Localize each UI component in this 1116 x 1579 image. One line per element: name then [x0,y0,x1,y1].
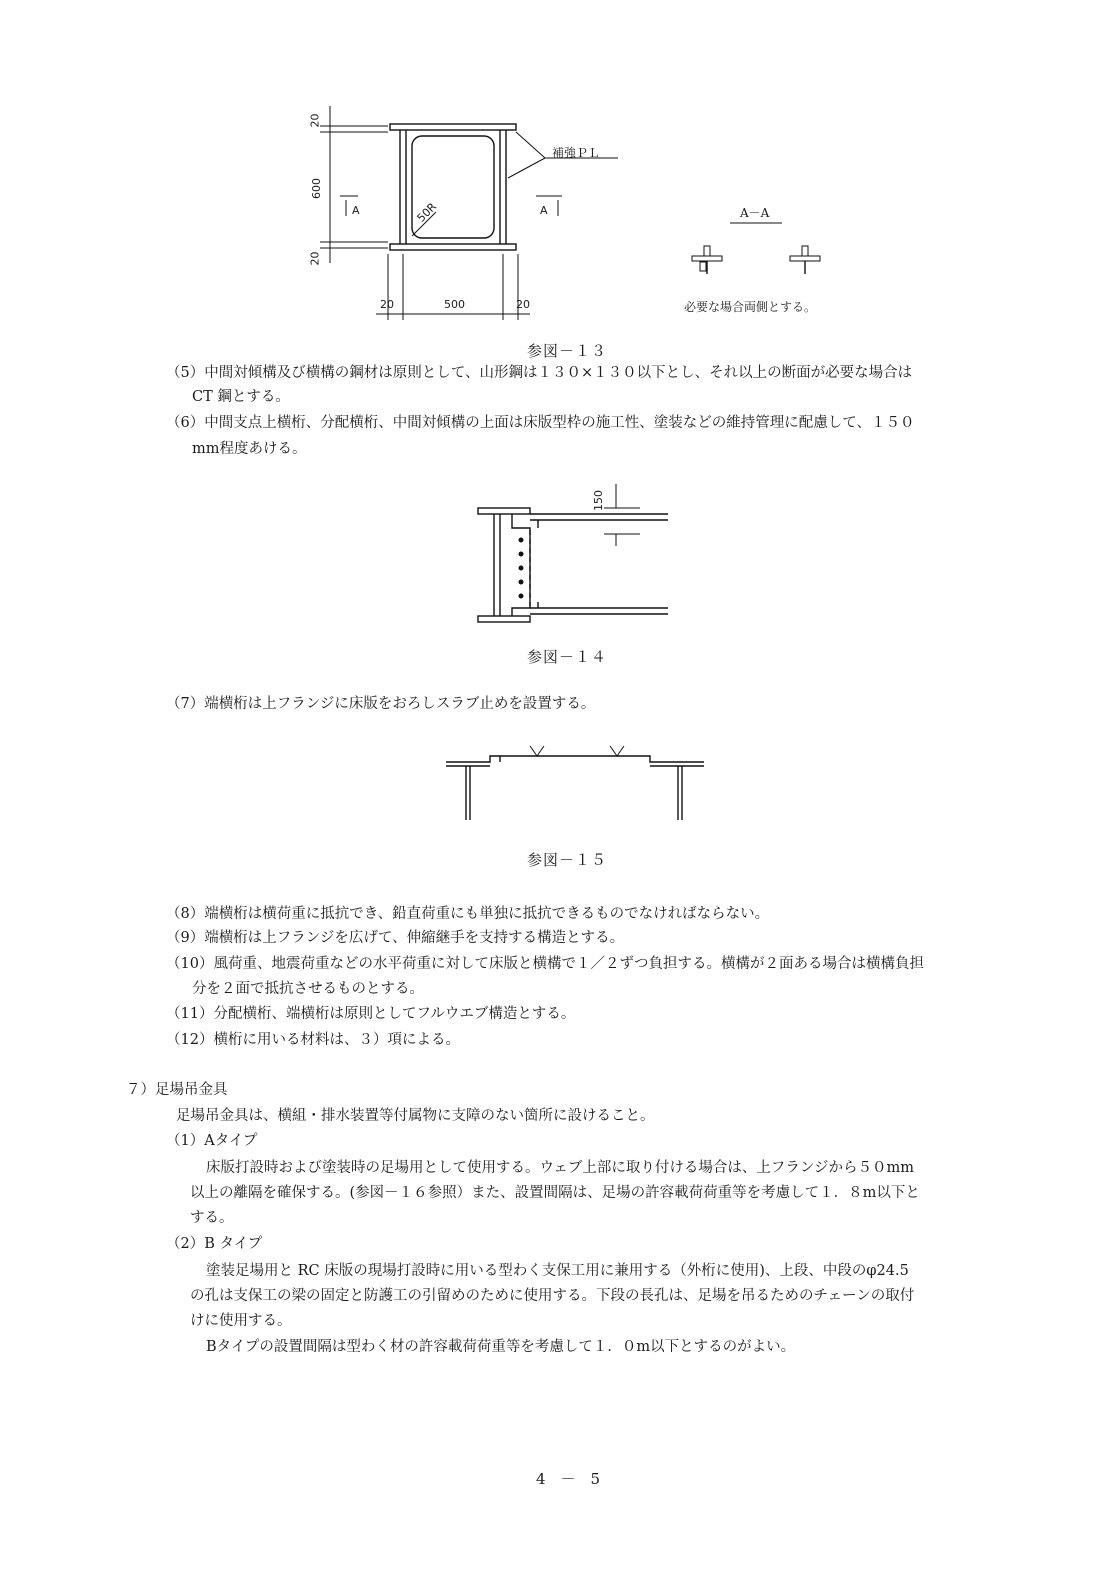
item-12-text: 横桁に用いる材料は、３）項による。 [213,1032,460,1048]
item-12 [166,1028,460,1052]
item-5-cont: CT 鋼とする。 [192,389,290,405]
dim-20-top-label: 20 [308,113,322,128]
page-number: 4 － 5 [536,1470,601,1488]
dim-20-left-label: 20 [380,298,394,311]
type-a-title: （1）Aタイプ [166,1133,258,1149]
item-9 [166,926,624,950]
figure-15-caption: 参図－１５ [527,851,608,869]
item-5-number: （5） [166,365,205,381]
item-7-text: 端横桁は上フランジに床版をおろしスラブ止めを設置する。 [204,696,596,712]
item-6 [166,411,914,435]
section-aa-label: A－A [740,206,770,220]
type-b-title: （2）B タイプ [166,1236,263,1252]
item-11-text: 分配横桁、端横桁は原則としてフルウエブ構造とする。 [213,1006,576,1022]
item-7 [166,692,595,716]
type-a-line-2: 以上の離隔を確保する。(参図－１６参照）また、設置間隔は、足場の許容載荷荷重等を考慮して１．８m以下と [190,1185,920,1201]
item-9-number: （9） [166,930,205,946]
figure-14-caption: 参図－１４ [527,648,608,666]
section-marker-right: A [540,204,548,217]
item-6-cont: mm程度あける。 [192,441,307,457]
figure-14-drawing [470,478,700,634]
item-12-number: （12） [166,1032,214,1048]
figure-13-caption: 参図－１３ [527,342,608,360]
reinforce-plate-label: 補強ＰＬ [552,146,601,160]
dim-20-bottom-label: 20 [308,251,322,266]
item-11-number: （11） [166,1006,214,1022]
type-a-line-1: 床版打設時および塗装時の足場用として使用する。ウェブ上部に取り付ける場合は、上フランジから５０mm [206,1160,915,1176]
figure-15 [440,740,710,830]
type-b-spacing: Bタイプの設置間隔は型わく材の許容載荷荷重等を考慮して１．０m以下とするのがよい。 [206,1339,796,1355]
item-10-cont: 分を２面で抵抗させるものとする。 [192,981,424,997]
dim-500-label: 500 [444,298,465,311]
type-b-line-3: けに使用する。 [190,1313,292,1329]
section-7-intro: 足場吊金具は、横組・排水装置等付属物に支障のない箇所に設けること。 [176,1108,655,1124]
radius-label: 50R [414,200,440,225]
figure-14 [470,478,700,634]
item-8-text: 端横桁は横荷重に抵抗でき、鉛直荷重にも単独に抵抗できるものでなければならない。 [204,906,770,922]
figure-15-drawing [440,740,710,830]
item-11 [166,1002,575,1026]
item-6-line1: 中間支点上横桁、分配横桁、中間対傾構の上面は床版型枠の施工性、塗装などの維持管理に配慮して、１５０ [204,415,915,431]
dim-150-label: 150 [592,490,605,511]
type-b-line-1: 塗装足場用と RC 床版の現場打設時に用いる型わく支保工用に兼用する（外桁に使用)、上段、中段のφ24.5 [206,1263,909,1279]
dim-600-label: 600 [310,178,323,199]
item-10 [166,952,924,976]
both-sides-note: 必要な場合両側とする。 [684,300,817,314]
section-marker-left: A [352,204,360,217]
item-9-text: 端横桁は上フランジを広げて、伸縮継手を支持する構造とする。 [204,930,625,946]
type-b-line-2: の孔は支保工の梁の固定と防護工の引留めのために使用する。下段の長孔は、足場を吊るためのチェーンの取付 [190,1288,915,1304]
section-7-heading: ７）足場吊金具 [126,1082,228,1098]
dim-20-right-label: 20 [516,298,530,311]
item-5 [166,361,912,385]
item-5-line1: 中間対傾構及び横構の鋼材は原則として、山形鋼は１３０×１３０以下とし、それ以上の断面が必要な場合は [204,365,913,381]
item-7-number: （7） [166,696,205,712]
type-a-line-3: する。 [190,1210,234,1226]
item-6-number: （6） [166,415,205,431]
item-10-line1: 風荷重、地震荷重などの水平荷重に対して床版と横構で１／２ずつ負担する。横構が２面ある場合は横構負担 [213,956,924,972]
figure-13 [300,88,870,340]
item-10-number: （10） [166,956,214,972]
item-8-number: （8） [166,906,205,922]
item-8 [166,902,769,926]
